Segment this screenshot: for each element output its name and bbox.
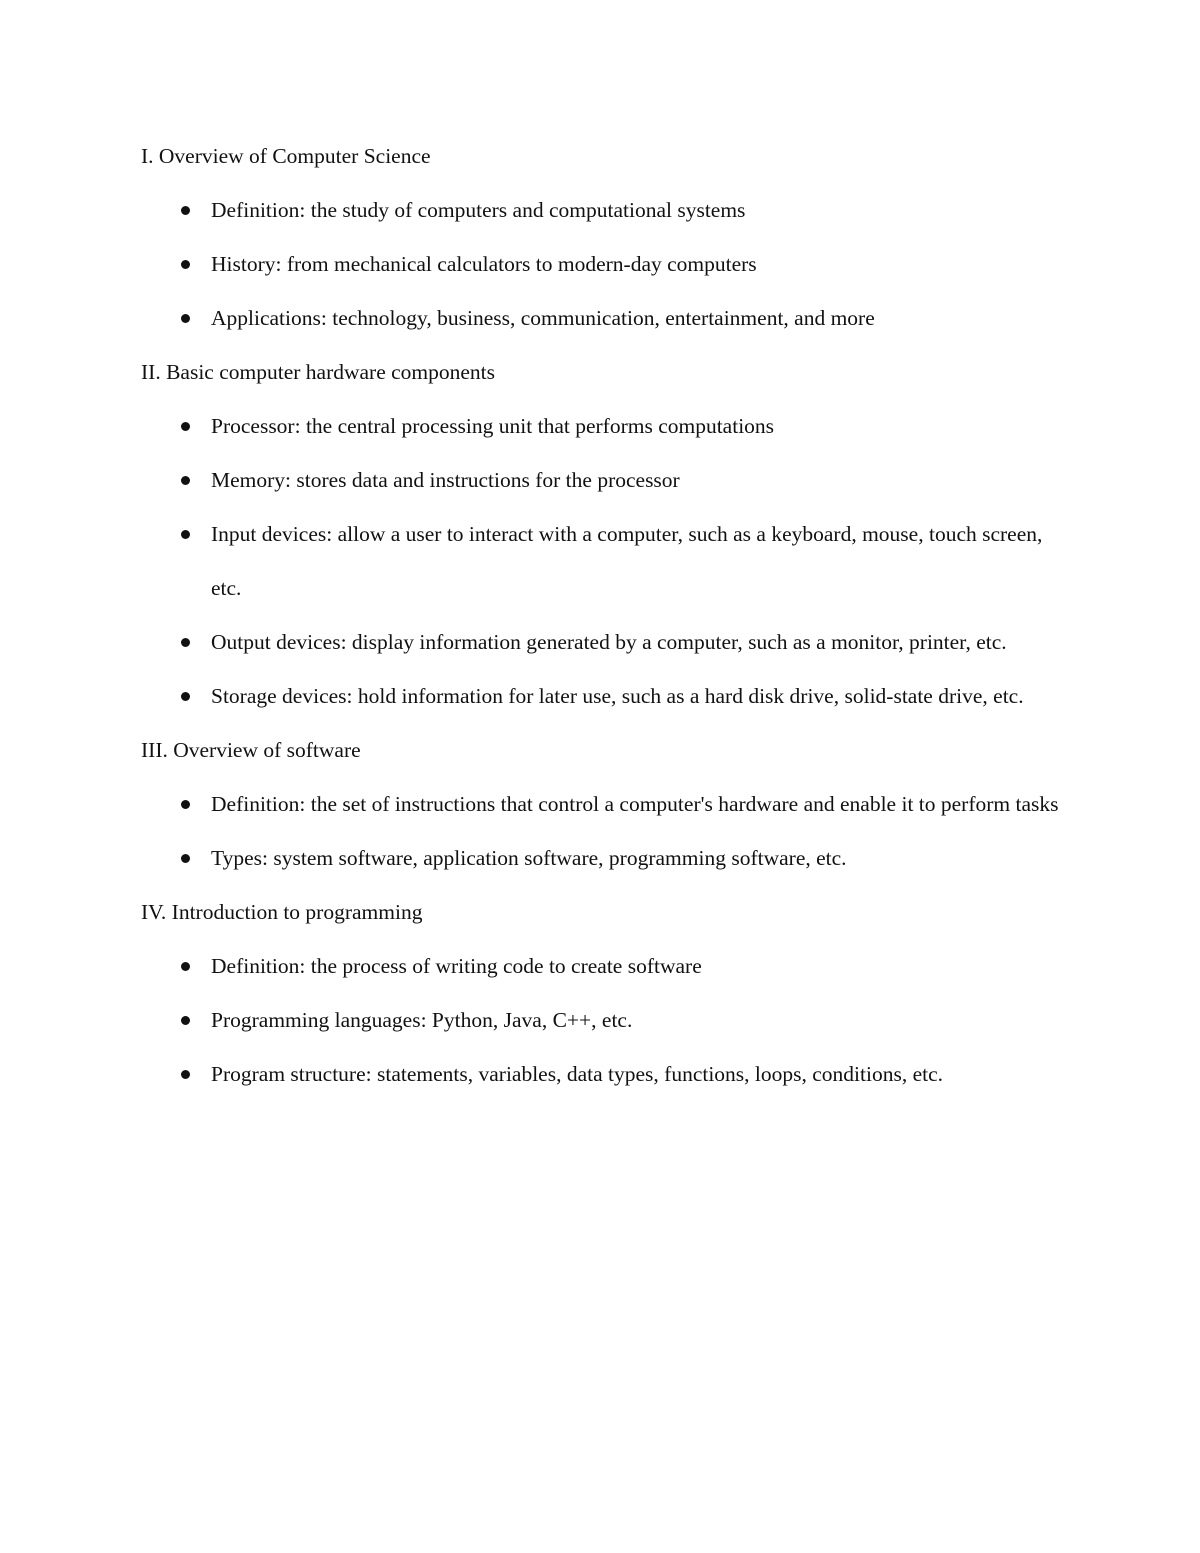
section-heading-overview-cs: I. Overview of Computer Science — [141, 144, 431, 168]
list-item — [141, 777, 1061, 831]
list-item-text: Types: system software, application software, programming software, etc. — [211, 846, 847, 870]
list-item — [141, 507, 1061, 615]
list-item — [141, 939, 1061, 993]
list-item — [141, 453, 1061, 507]
bullet-icon — [181, 530, 190, 539]
bullet-icon — [181, 260, 190, 269]
bullet-icon — [181, 800, 190, 809]
bullet-icon — [181, 422, 190, 431]
bullet-list-overview-cs — [141, 183, 1061, 345]
bullet-list-software — [141, 777, 1061, 885]
bullet-icon — [181, 962, 190, 971]
list-item — [141, 831, 1061, 885]
bullet-icon — [181, 314, 190, 323]
list-item-text: Definition: the study of computers and computational systems — [211, 198, 746, 222]
bullet-list-programming — [141, 939, 1061, 1101]
bullet-icon — [181, 638, 190, 647]
list-item — [141, 669, 1061, 723]
bullet-list-hardware — [141, 399, 1061, 723]
list-item-text: Program structure: statements, variables, data types, functions, loops, conditions, etc. — [211, 1062, 944, 1086]
list-item-text: Applications: technology, business, communication, entertainment, and more — [211, 306, 875, 330]
list-item-text: History: from mechanical calculators to modern-day computers — [211, 252, 757, 276]
bullet-icon — [181, 1070, 190, 1079]
section-heading-hardware: II. Basic computer hardware components — [141, 360, 496, 384]
document-content — [141, 129, 1061, 1101]
list-item-text: Definition: the process of writing code to create software — [211, 954, 702, 978]
list-item-text: Memory: stores data and instructions for the processor — [211, 468, 680, 492]
bullet-icon — [181, 692, 190, 701]
list-item-text: Definition: the set of instructions that control a computer's hardware and enable it to perform tasks — [211, 792, 1059, 816]
list-item — [141, 615, 1061, 669]
list-item-text: Storage devices: hold information for later use, such as a hard disk drive, solid-state drive, etc. — [211, 684, 1024, 708]
bullet-icon — [181, 854, 190, 863]
list-item — [141, 237, 1061, 291]
list-item — [141, 291, 1061, 345]
list-item-text: Output devices: display information generated by a computer, such as a monitor, printer, etc. — [211, 630, 1007, 654]
list-item-text: Input devices: allow a user to interact with a computer, such as a keyboard, mouse, touch screen, etc. — [211, 522, 1043, 600]
list-item — [141, 1047, 1061, 1101]
bullet-icon — [181, 476, 190, 485]
list-item-text: Programming languages: Python, Java, C++, etc. — [211, 1008, 633, 1032]
section-heading-programming: IV. Introduction to programming — [141, 900, 423, 924]
section-heading-software: III. Overview of software — [141, 738, 361, 762]
list-item — [141, 993, 1061, 1047]
list-item — [141, 183, 1061, 237]
list-item-text: Processor: the central processing unit that performs computations — [211, 414, 775, 438]
bullet-icon — [181, 1016, 190, 1025]
bullet-icon — [181, 206, 190, 215]
list-item — [141, 399, 1061, 453]
